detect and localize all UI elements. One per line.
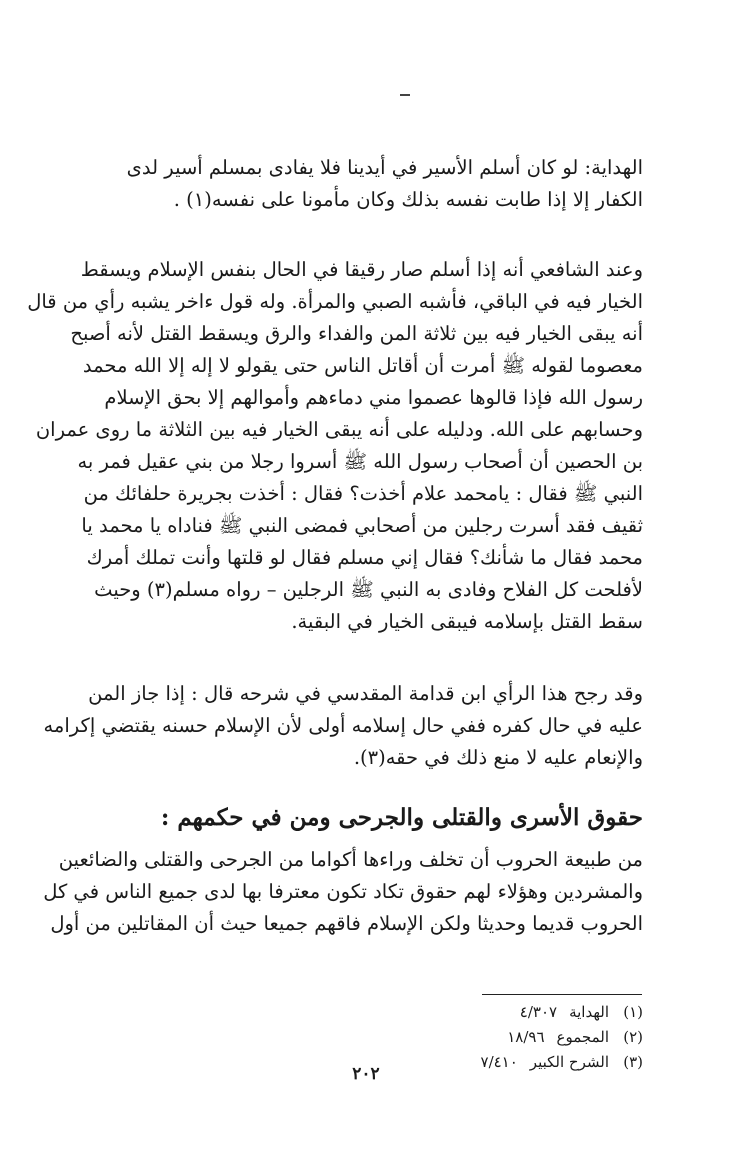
text-line: وحسابهم على الله. ودليله على أنه يبقى الخيار فيه بين الثلاثة ما روى عمران [35, 418, 643, 441]
text-line: ثقيف فقد أسرت رجلين من أصحابي فمضى النبي ﷺ فناداه يا محمد يا [81, 514, 643, 537]
text-line: لأفلحت كل الفلاح وفادى به النبي ﷺ الرجلين – رواه مسلم(٣) وحيث [94, 578, 643, 601]
text-line: من طبيعة الحروب أن تخلف وراءها أكواما من الجرحى والقتلى والضائعين [58, 848, 643, 871]
text-line: الكفار إلا إذا طابت نفسه بذلك وكان مأمونا على نفسه(١) . [173, 188, 643, 211]
paragraph-4 [43, 844, 643, 940]
text-line: وقد رجح هذا الرأي ابن قدامة المقدسي في شرحه قال : إذا جاز المن [88, 682, 643, 705]
text-line: والمشردين وهؤلاء لهم حقوق تكاد تكون معترفا بها لدى جميع الناس في كل [43, 880, 643, 903]
text-line: الهداية: لو كان أسلم الأسير في أيدينا فلا يفادى بمسلم أسير لدى [126, 156, 643, 179]
text-line: رسول الله فإذا قالوها عصموا مني دماءهم وأموالهم إلا بحق الإسلام [104, 386, 643, 409]
text-line: سقط القتل بإسلامه فيبقى الخيار في البقية. [291, 610, 643, 633]
footnote-ref: ٤/٣٠٧ [519, 1003, 558, 1021]
text-line: عليه في حال كفره ففي حال إسلامه أولى لأن الإسلام حسنه يقتضي إكرامه [43, 714, 643, 737]
footnote-3 [380, 1050, 643, 1075]
footnote-source: الشرح الكبير [529, 1053, 609, 1071]
footnote-separator [482, 994, 642, 995]
footnote-number: (١) [623, 1003, 643, 1021]
text-line: الخيار فيه في الباقي، فأشبه الصبي والمرأة. وله قول ءاخر يشبه رأي من قال [27, 290, 643, 313]
text-line: أنه يبقى الخيار فيه بين ثلاثة المن والفداء والرق ويسقط القتل لأنه أصبح [70, 322, 643, 345]
footnote-number: (٣) [623, 1053, 643, 1071]
text-line: محمد فقال ما شأنك؟ فقال إني مسلم فقال لو قلتها وأنت تملك أمرك [86, 546, 643, 569]
footnote-source: الهداية [569, 1003, 609, 1021]
paragraph-3 [43, 678, 643, 774]
paragraph-2 [27, 254, 643, 638]
footnote-source: المجموع [556, 1028, 609, 1046]
text-line: والإنعام عليه لا منع ذلك في حقه(٣). [353, 746, 643, 769]
text-line: معصوما لقوله ﷺ أمرت أن أقاتل الناس حتى يقولو لا إله إلا الله محمد [82, 354, 643, 377]
footnote-number: (٢) [623, 1028, 643, 1046]
footnote-2 [380, 1025, 643, 1050]
page-mark [400, 94, 410, 96]
paragraph-1 [98, 152, 643, 216]
footnote-ref: ٧/٤١٠ [480, 1053, 518, 1071]
footnote-1 [380, 1000, 643, 1025]
text-line: الحروب قديما وحديثا ولكن الإسلام فاقهم جميعا حيث أن المقاتلين من أول [50, 912, 643, 935]
text-line: بن الحصين أن أصحاب رسول الله ﷺ أسروا رجلا من بني عقيل فمر به [77, 450, 643, 473]
footnotes [380, 1000, 643, 1075]
section-heading: حقوق الأسرى والقتلى والجرحى ومن في حكمهم : [160, 804, 643, 831]
footnote-ref: ١٨/٩٦ [507, 1028, 545, 1046]
page-number: ٢٠٢ [352, 1064, 380, 1084]
text-line: النبي ﷺ فقال : يامحمد علام أخذت؟ فقال : أخذت بجريرة حلفائك من [83, 482, 643, 505]
text-line: وعند الشافعي أنه إذا أسلم صار رقيقا في الحال بنفس الإسلام ويسقط [80, 258, 643, 281]
